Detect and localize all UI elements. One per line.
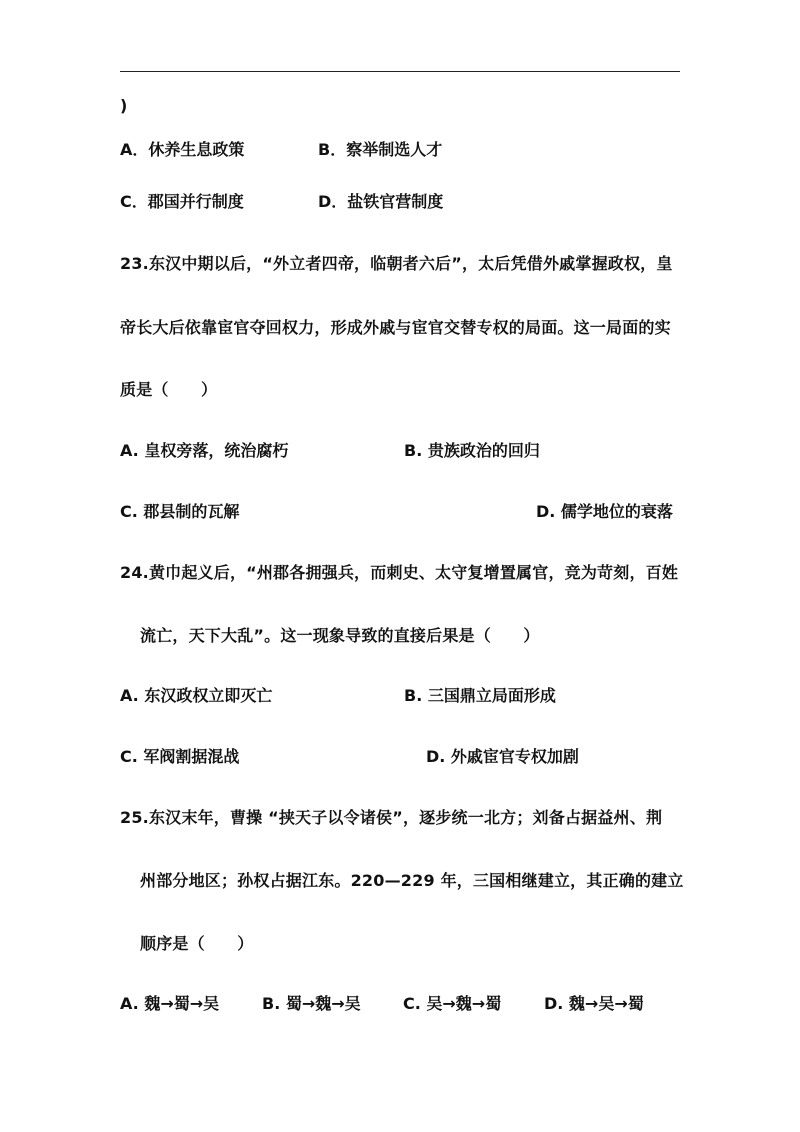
q24-stem-line-2: 流亡，天下大乱”。这一现象导致的直接后果是（ ）	[140, 626, 540, 645]
q23-option-c: C. 郡县制的瓦解	[120, 502, 240, 521]
header-rule	[120, 71, 680, 72]
previous-question-fragment: )	[120, 96, 128, 115]
q24-option-b: B. 三国鼎立局面形成	[404, 686, 556, 705]
q23-option-a: A. 皇权旁落，统治腐朽	[120, 441, 289, 460]
q25-stem-line-3: 顺序是（ ）	[140, 934, 254, 953]
q23-option-b: B. 贵族政治的回归	[404, 441, 540, 460]
q24-option-c: C. 军阀割据混战	[120, 747, 240, 766]
q25-stem-line-2: 州部分地区；孙权占据江东。220—229 年，三国相继建立，其正确的建立	[140, 871, 684, 890]
q23-stem-line-1: 23.东汉中期以后，“外立者四帝，临朝者六后”，太后凭借外戚掌握政权，皇	[120, 254, 673, 273]
q25-option-b: B. 蜀→魏→吴	[262, 994, 361, 1013]
q24-stem-line-1: 24.黄巾起义后，“州郡各拥强兵，而刺史、太守复增置属官，竞为苛刻，百姓	[120, 563, 679, 582]
q23-stem-line-2: 帝长大后依靠宦官夺回权力，形成外戚与宦官交替专权的局面。这一局面的实	[120, 318, 671, 337]
q25-option-c: C. 吴→魏→蜀	[403, 994, 502, 1013]
q24-option-a: A. 东汉政权立即灭亡	[120, 686, 273, 705]
q22-option-d: D．盐铁官营制度	[318, 192, 444, 211]
q25-option-a: A. 魏→蜀→吴	[120, 994, 220, 1013]
q23-option-d: D. 儒学地位的衰落	[536, 502, 673, 521]
q23-stem-line-3: 质是（ ）	[120, 380, 218, 399]
q22-option-a: A．休养生息政策	[120, 140, 245, 159]
q22-option-c: C．郡国并行制度	[120, 192, 244, 211]
q25-stem-line-1: 25.东汉末年，曹操 “挟天子以令诸侯”，逐步统一北方；刘备占据益州、荆	[120, 808, 663, 827]
q24-option-d: D. 外戚宦官专权加剧	[426, 747, 579, 766]
q22-option-b: B．察举制选人才	[318, 140, 443, 159]
q25-option-d: D. 魏→吴→蜀	[544, 994, 644, 1013]
